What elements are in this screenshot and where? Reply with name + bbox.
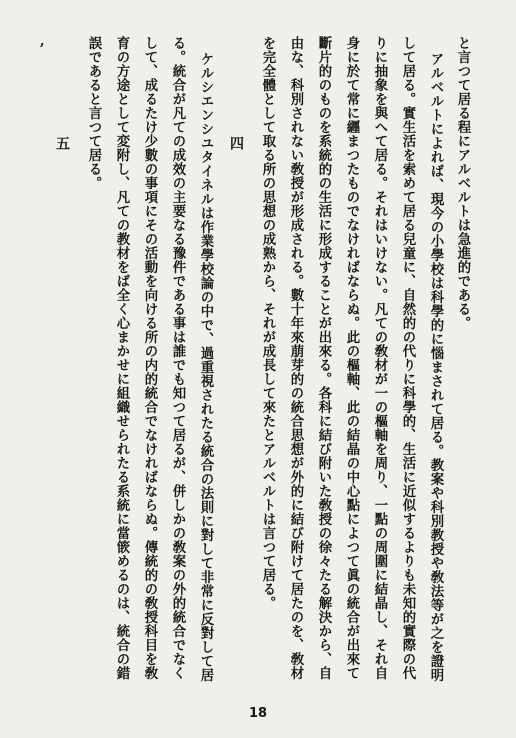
text-column-4: りに抽象を與へて居る。それはいけない。凡ての敎材が一の樞軸を周り、一點の周圍に結晶し、それ自 (372, 36, 388, 680)
text-column-2: アルベルトによれば、現今の小學校は科學的に惱まされて居る。教案や科別教授や敎法等が之を證明 (428, 52, 444, 682)
text-column-12: 育の方途として変附し、凡ての教材をば全く心まかせに組織せられたる系統に當篏めるのは、統合の錯 (114, 36, 130, 680)
text-column-11: して、成るたけ少數の事項にその活動を向ける所の内的統合でなければならぬ。傳統的の敎授科目を敎 (142, 36, 158, 680)
text-column-6: 斷片的のものを系統的の生活に形成することが出來る。各科に結び附いた敎授の徐々たる解決から、自 (316, 36, 332, 680)
text-column-3: して居る。實生活を索めて居る兒童に、自然的の代りに科學的、生活に近似するよりも未知的實際の代 (400, 36, 416, 680)
text-column-1: と言つて居る程にアルベルトは急進的である。 (455, 36, 471, 330)
text-column-10: る。統合が凡ての成效の主要なる豫件である事は誰でも知つて居るが、併しかの敎案の外的統合でなく (170, 36, 186, 680)
text-column-13: 誤であると言つて居る。 (86, 36, 102, 190)
margin-mark: , (40, 34, 45, 49)
section-heading-four: 四 (228, 136, 244, 151)
text-column-7: 由な、科別されない敎授が形成される。數十年來萠芽的の統合思想が外的に結び附けて居たのを、敎材 (288, 36, 304, 680)
page-number: 18 (248, 706, 268, 721)
text-column-9: ケルシエンシユタイネルは作業學校論の中で、過重視されたる統合の法則に對して非常に反對して居 (198, 52, 214, 682)
text-column-8: を完全體として取る所の思想の成熟から、それが成長して來たとアルベルトは言つて居る。 (260, 36, 276, 610)
section-heading-five: 五 (54, 136, 70, 151)
text-column-5: 身に於て常に纒まつたものでなければならぬ。此の樞軸、此の結晶の中心點によつて眞の統合が出來て (344, 36, 360, 680)
